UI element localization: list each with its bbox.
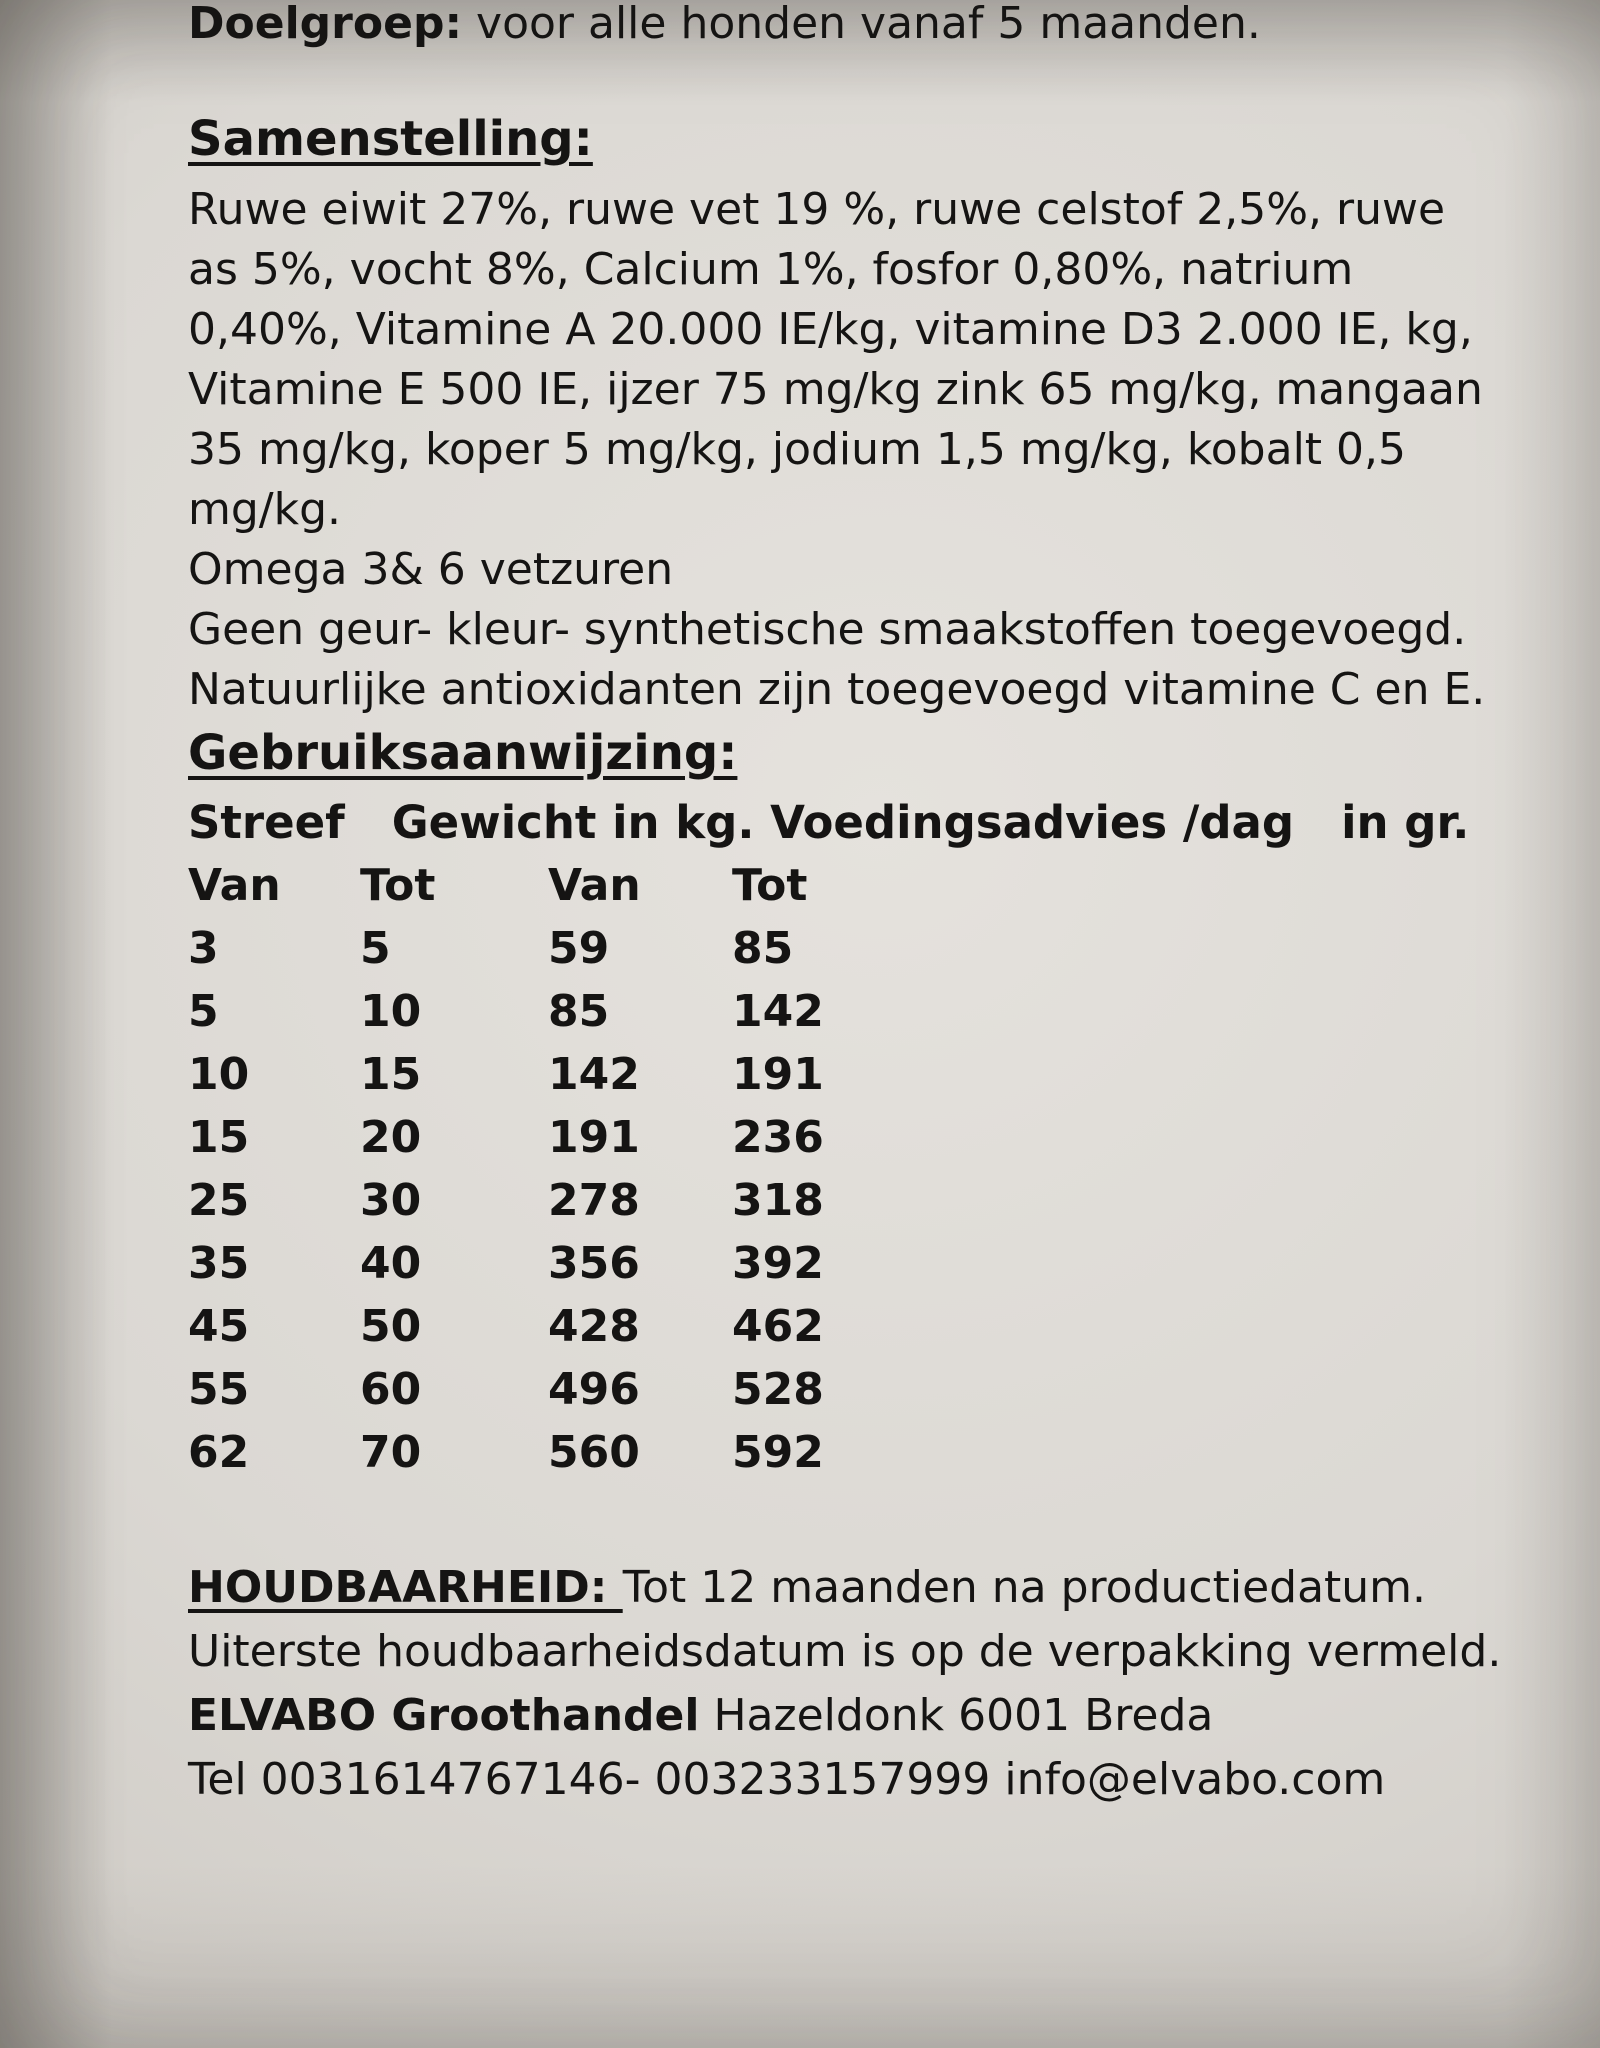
samenstelling-line: Natuurlijke antioxidanten zijn toegevoegd vitamine C en E.	[188, 664, 1486, 715]
feeding-table-cell: 45	[188, 1301, 250, 1352]
samenstelling-line: Omega 3& 6 vetzuren	[188, 544, 674, 595]
samenstelling-line: Geen geur- kleur- synthetische smaakstoffen toegevoegd.	[188, 604, 1467, 655]
feeding-table-cell: 40	[360, 1238, 422, 1289]
bottom-block	[188, 1556, 1550, 1812]
feeding-table-cell: 356	[548, 1238, 640, 1289]
feeding-table-row	[188, 1232, 1550, 1295]
feeding-table-cell: 5	[360, 923, 391, 974]
samenstelling-line: Vitamine E 500 IE, ijzer 75 mg/kg zink 65 mg/kg, mangaan	[188, 364, 1483, 415]
feeding-table-cell: 392	[732, 1238, 824, 1289]
distributor-line	[188, 1684, 1550, 1748]
feeding-table-cell: 85	[732, 923, 794, 974]
samenstelling-line: mg/kg.	[188, 484, 342, 535]
feeding-table-cell: 55	[188, 1364, 250, 1415]
feeding-table	[188, 854, 1550, 1484]
uiterste-line: Uiterste houdbaarheidsdatum is op de verpakking vermeld.	[188, 1626, 1502, 1677]
feeding-table-cell: 25	[188, 1175, 250, 1226]
feeding-table-cell: 191	[732, 1049, 824, 1100]
feeding-table-row	[188, 917, 1550, 980]
feeding-table-cell: 10	[360, 986, 422, 1037]
feeding-table-cell: 428	[548, 1301, 640, 1352]
feeding-table-caption: Streef Gewicht in kg. Voedingsadvies /dag in gr.	[188, 796, 1470, 849]
feeding-table-cell: 60	[360, 1364, 422, 1415]
feeding-table-header-cell: Van	[188, 860, 281, 911]
feeding-table-headrow	[188, 854, 1550, 917]
samenstelling-line: 35 mg/kg, koper 5 mg/kg, jodium 1,5 mg/kg, kobalt 0,5	[188, 424, 1407, 475]
doelgroep-text: voor alle honden vanaf 5 maanden.	[462, 0, 1261, 49]
feeding-table-cell: 15	[360, 1049, 422, 1100]
gebruiksaanwijzing-heading: Gebruiksaanwijzing:	[188, 725, 738, 781]
feeding-table-cell: 278	[548, 1175, 640, 1226]
samenstelling-heading-wrap	[188, 108, 1550, 170]
feeding-table-cell: 50	[360, 1301, 422, 1352]
feeding-table-cell: 35	[188, 1238, 250, 1289]
distributor-name: ELVABO Groothandel	[188, 1690, 700, 1741]
feeding-table-cell: 85	[548, 986, 610, 1037]
samenstelling-line: Ruwe eiwit 27%, ruwe vet 19 %, ruwe celstof 2,5%, ruwe	[188, 184, 1446, 235]
feeding-table-cell: 5	[188, 986, 219, 1037]
feeding-table-header-cell: Van	[548, 860, 641, 911]
doelgroep-line	[188, 0, 1550, 54]
feeding-table-body	[188, 917, 1550, 1484]
feeding-table-cell: 528	[732, 1364, 824, 1415]
doelgroep-label: Doelgroep:	[188, 0, 463, 49]
feeding-table-cell: 59	[548, 923, 610, 974]
feeding-table-cell: 15	[188, 1112, 250, 1163]
feeding-table-cell: 62	[188, 1427, 250, 1478]
feeding-table-cell: 30	[360, 1175, 422, 1226]
feeding-table-header-cell: Tot	[732, 860, 808, 911]
feeding-table-cell: 592	[732, 1427, 824, 1478]
samenstelling-lines	[188, 180, 1550, 720]
feeding-table-row	[188, 1169, 1550, 1232]
feeding-table-row	[188, 1295, 1550, 1358]
houdbaarheid-text: Tot 12 maanden na productiedatum.	[622, 1562, 1427, 1613]
feeding-table-cell: 142	[548, 1049, 640, 1100]
feeding-table-row	[188, 1421, 1550, 1484]
distributor-address: Hazeldonk 6001 Breda	[699, 1690, 1214, 1741]
feeding-table-row	[188, 980, 1550, 1043]
contact-line: Tel 0031614767146- 003233157999 info@elvabo.com	[188, 1754, 1386, 1805]
feeding-table-cell: 318	[732, 1175, 824, 1226]
feeding-table-cell: 3	[188, 923, 219, 974]
feeding-table-cell: 142	[732, 986, 824, 1037]
feeding-table-cell: 20	[360, 1112, 422, 1163]
feeding-table-cell: 496	[548, 1364, 640, 1415]
feeding-table-cell: 70	[360, 1427, 422, 1478]
feeding-table-header-cell: Tot	[360, 860, 436, 911]
houdbaarheid-line	[188, 1556, 1550, 1620]
gebruiksaanwijzing-heading-wrap	[188, 722, 1550, 784]
houdbaarheid-label: HOUDBAARHEID:	[188, 1562, 623, 1613]
samenstelling-line: 0,40%, Vitamine A 20.000 IE/kg, vitamine D3 2.000 IE, kg,	[188, 304, 1473, 355]
feeding-table-cell: 462	[732, 1301, 824, 1352]
feeding-table-cell: 236	[732, 1112, 824, 1163]
feeding-table-row	[188, 1106, 1550, 1169]
samenstelling-line: as 5%, vocht 8%, Calcium 1%, fosfor 0,80%, natrium	[188, 244, 1354, 295]
feeding-table-row	[188, 1358, 1550, 1421]
feeding-table-row	[188, 1043, 1550, 1106]
samenstelling-heading: Samenstelling:	[188, 111, 593, 167]
feeding-table-cell: 191	[548, 1112, 640, 1163]
feeding-table-cell: 560	[548, 1427, 640, 1478]
feeding-table-cell: 10	[188, 1049, 250, 1100]
